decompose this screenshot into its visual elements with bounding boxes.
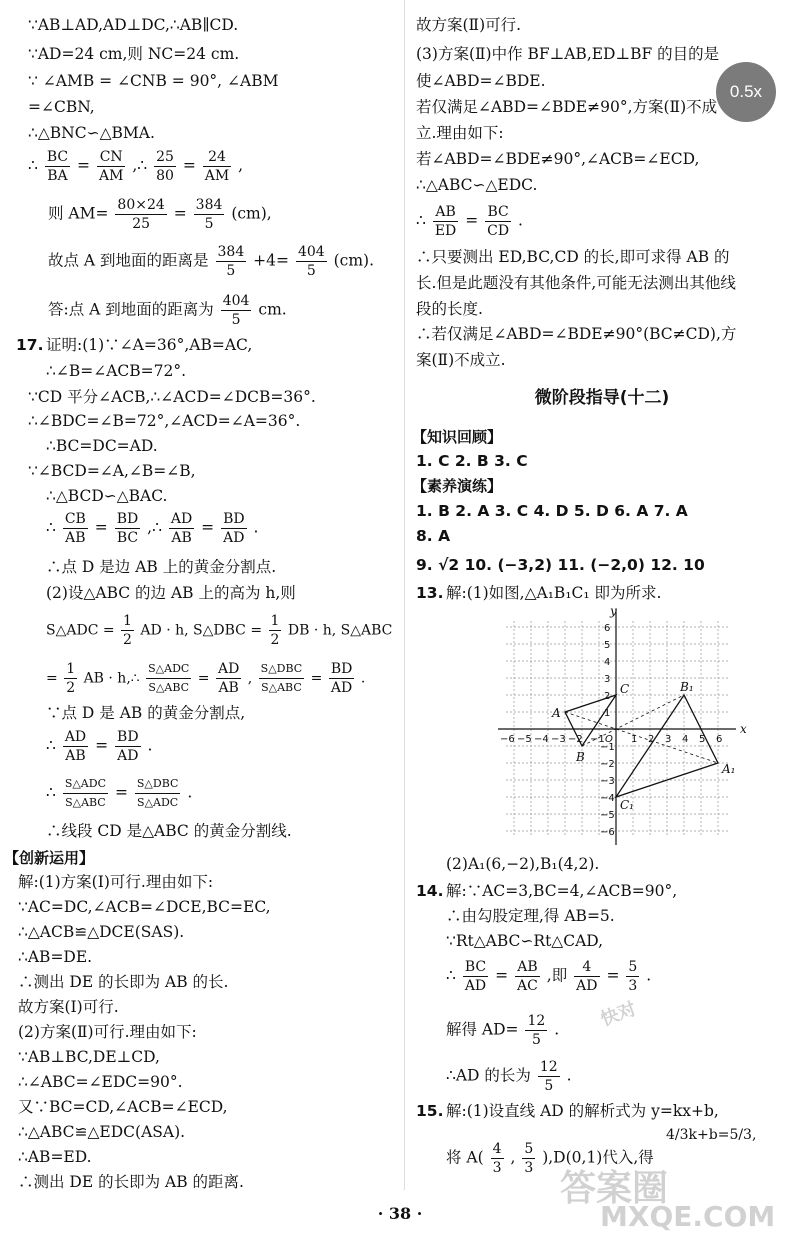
svg-text:6: 6 [604,623,611,634]
formula-line [48,292,287,329]
text: ,即 [546,966,568,985]
fraction: $\frac{404}{5}$ [297,244,325,279]
svg-text:x: x [740,722,747,736]
text-line: 故方案(Ⅰ)可行. [18,998,119,1016]
text-line: 长.但是此题没有其他条件,可能无法测出其他线 [416,274,736,292]
svg-text:B₁: B₁ [680,680,694,694]
text-line: ∴点 D 是边 AB 上的黄金分割点. [46,558,277,576]
fraction: $\frac{AD}{AB}$ [64,729,87,764]
svg-text:2: 2 [604,691,611,702]
text-line: ∴AB=ED. [18,1148,92,1166]
text: +4= [253,251,290,270]
fraction: $\frac{BD}{AD}$ [223,511,245,546]
svg-text:O: O [605,734,613,745]
svg-text:3: 3 [604,674,611,685]
formula-line [28,148,243,185]
zoom-badge[interactable]: 0.5x [716,62,776,122]
watermark: MXQE.COM [600,1200,776,1233]
text: = [606,966,620,985]
svg-text:y: y [610,605,617,618]
fraction: $\frac{5}{3}$ [524,1141,534,1176]
text-line: 解:∵AC=3,BC=4,∠ACB=90°, [446,882,678,900]
formula-line [446,1058,572,1095]
svg-text:−5: −5 [517,734,532,745]
fraction: $\frac{BD}{BC}$ [116,511,139,546]
formula-line [46,510,258,547]
text-line: 故方案(Ⅱ)可行. [416,16,522,34]
text: = [46,670,58,687]
text: DB · h, S△ABC [287,622,393,639]
svg-text:−6: −6 [500,734,515,745]
section-heading-innovation: 【创新运用】 [4,849,95,867]
svg-text:−2: −2 [568,734,583,745]
fraction: $\frac{\text{S△ADC}}{\text{S△ABC}}$ [148,662,190,694]
text: , [238,156,244,175]
formula-line [46,728,152,765]
fraction: $\frac{4}{AD}$ [576,959,598,994]
text-line: ∴只要测出 ED,BC,CD 的长,即可求得 AB 的 [416,248,730,266]
svg-text:A: A [552,706,561,720]
question-number-13: 13. [416,584,444,602]
fraction: $\frac{BC}{BA}$ [46,149,69,184]
text-line: ∴若仅满足∠ABD=∠BDE≠90°(BC≠CD),方 [416,325,737,343]
fraction: $\frac{1}{2}$ [270,613,280,648]
text-line: ∴△ACB≌△DCE(SAS). [18,923,185,941]
question-number-17: 17. [16,336,44,354]
answers-line: 1. B 2. A 3. C 4. D 5. D 6. A 7. A [416,502,688,520]
text-line: ∴△ABC≌△EDC(ASA). [18,1123,186,1141]
text: = [95,736,109,755]
text-line: 若仅满足∠ABD=∠BDE≠90°,方案(Ⅱ)不成 [416,98,718,116]
text: . [566,1066,572,1085]
fraction: $\frac{4}{3}$ [492,1141,502,1176]
answers-line: 8. A [416,527,451,545]
text-line: ∴∠BDC=∠B=72°,∠ACD=∠A=36°. [28,412,301,430]
text-line: 解:(1)设直线 AD 的解析式为 y=kx+b, [446,1102,719,1120]
fraction: $\frac{BD}{AD}$ [330,661,353,696]
svg-text:6: 6 [716,734,723,745]
text: = [465,211,479,230]
watermark: 快对 [598,998,640,1031]
fraction: $\frac{AB}{AC}$ [517,959,538,994]
text: 答:点 A 到地面的距离为 [48,300,214,319]
text: . [518,211,523,230]
text-line: ∴△BCD∽△BAC. [46,487,168,505]
text: = [197,670,210,687]
fraction: $\frac{25}{80}$ [156,149,174,184]
text: . [554,1020,560,1039]
formula-line [46,775,192,812]
text: ),D(0,1)代入,得 [542,1148,654,1167]
coordinate-graph [496,605,766,845]
text: ,∴ [132,156,148,175]
text-line: ∵AC=DC,∠ACB=∠DCE,BC=EC, [18,898,271,916]
text: ∴ [46,736,56,755]
text-line: 若∠ABD=∠BDE≠90°,∠ACB=∠ECD, [416,150,700,168]
text: 则 AM= [48,204,109,223]
text: ,∴ [147,518,162,537]
fraction: $\frac{CB}{AB}$ [64,511,86,546]
text: 将 A( [446,1148,484,1167]
text: = [173,204,187,223]
text-line: ∴△BNC∽△BMA. [28,124,155,142]
fraction: $\frac{384}{5}$ [195,197,223,232]
axis-tick-labels [500,623,722,838]
formula-line [46,660,365,697]
formula-line [416,203,523,240]
answers-line: 1. C 2. B 3. C [416,452,528,470]
text-line: 段的长度. [416,300,483,318]
text-line: 立.理由如下: [416,124,504,142]
text-line: 又∵BC=CD,∠ACB=∠ECD, [18,1098,228,1116]
text-line: ∵点 D 是 AB 的黄金分割点, [46,704,246,722]
svg-text:−5: −5 [600,810,615,821]
svg-text:−6: −6 [600,827,615,838]
text-line: ∴∠B=∠ACB=72°. [46,362,187,380]
svg-text:2: 2 [648,734,655,745]
text: cm. [258,300,287,319]
fraction: $\frac{\text{S△ADC}}{\text{S△ABC}}$ [64,777,106,809]
text: = [495,966,509,985]
section-heading-practice: 【素养演练】 [412,477,503,495]
question-number-14: 14. [416,882,444,900]
svg-text:−3: −3 [551,734,566,745]
fraction: $\frac{\text{S△DBC}}{\text{S△ABC}}$ [260,662,303,694]
text: AB · h,∴ [83,670,140,687]
fraction: $\frac{AB}{ED}$ [434,204,457,239]
text: = [310,670,323,687]
fraction: $\frac{12}{5}$ [527,1013,546,1048]
fraction: $\frac{CN}{AM}$ [98,149,124,184]
formula-line [446,958,651,995]
formula-line [48,196,272,233]
fraction: $\frac{BC}{CD}$ [487,204,510,239]
text: = [201,518,215,537]
text: = [182,156,196,175]
column-divider [404,0,405,1190]
text: ∴ [46,518,56,537]
text-line: ∵AB⊥BC,DE⊥CD, [18,1048,160,1066]
svg-text:C: C [620,682,630,696]
fraction: $\frac{5}{3}$ [628,959,638,994]
fraction: $\frac{80\times 24}{25}$ [117,197,165,232]
text: ∴AD 的长为 [446,1066,531,1085]
svg-text:1: 1 [604,708,611,719]
text-line: 案(Ⅱ)不成立. [416,351,506,369]
formula-line [48,243,374,280]
text: . [253,518,259,537]
text-line: (2)方案(Ⅱ)可行.理由如下: [18,1023,197,1041]
fraction: $\frac{AD}{AB}$ [217,661,240,696]
svg-text:−2: −2 [600,759,615,770]
formula-line [46,612,392,649]
text-line: 使∠ABD=∠BDE. [416,72,546,90]
text-line: ∴∠ABC=∠EDC=90°. [18,1073,183,1091]
text-line: ∵AD=24 cm,则 NC=24 cm. [28,45,240,63]
text: . [646,966,652,985]
svg-text:−1: −1 [600,742,615,753]
text: (cm). [333,251,375,270]
text-line: (2)A₁(6,−2),B₁(4,2). [446,855,600,873]
text-line: ∴测出 DE 的长即为 AB 的长. [18,973,229,991]
section-title: 微阶段指导(十二) [534,388,670,408]
text: , [510,1148,516,1167]
svg-text:−4: −4 [600,793,615,804]
text: ∴ [446,966,456,985]
fraction: $\frac{BC}{AD}$ [464,959,487,994]
text-line: 证明:(1)∵∠A=36°,AB=AC, [46,336,253,354]
text-line: 解:(1)如图,△A₁B₁C₁ 即为所求. [446,584,662,602]
text: = [94,518,108,537]
text-line: ∵CD 平分∠ACB,∴∠ACD=∠DCB=36°. [28,388,316,406]
svg-text:−1: −1 [590,734,605,745]
section-heading-review: 【知识回顾】 [412,428,503,446]
text: ∴ [46,783,56,802]
text-line: ∵Rt△ABC∽Rt△CAD, [446,932,604,950]
question-number-15: 15. [416,1102,444,1120]
answers-line: 9. √2 10. (−3,2) 11. (−2,0) 12. 10 [416,556,705,574]
fraction: $\frac{AD}{AB}$ [170,511,193,546]
fraction: $\frac{BD}{AD}$ [117,729,139,764]
fraction: $\frac{384}{5}$ [217,244,245,279]
fraction: $\frac{1}{2}$ [123,613,132,648]
fraction: $\frac{\text{S△DBC}}{\text{S△ADC}}$ [136,777,179,809]
svg-text:3: 3 [665,734,672,745]
text: 故点 A 到地面的距离是 [48,251,209,270]
text-line: ∴BC=DC=AD. [46,437,158,455]
formula-line [446,1012,559,1049]
svg-text:B: B [576,750,585,764]
text-line: 解:(1)方案(Ⅰ)可行.理由如下: [18,873,214,891]
text-line: ∵∠BCD=∠A,∠B=∠B, [28,462,196,480]
text-line: ∵ ∠AMB = ∠CNB = 90°, ∠ABM [28,72,279,90]
svg-text:−4: −4 [534,734,549,745]
text: S△ADC = [46,622,115,639]
text: = [77,156,91,175]
text: ∴ [416,211,426,230]
text: 解得 AD= [446,1020,519,1039]
fraction: $\frac{24}{AM}$ [204,149,230,184]
text: ∴ [28,156,38,175]
text-line: ∴由勾股定理,得 AB=5. [446,907,615,925]
page-number: · 38 · [377,1204,423,1223]
watermark: 答案圈 [560,1168,669,1209]
fraction: $\frac{404}{5}$ [222,293,250,328]
svg-text:1: 1 [631,734,638,745]
svg-text:C₁: C₁ [620,798,634,812]
text-line: ∴△ABC∽△EDC. [416,176,538,194]
svg-text:4: 4 [604,657,611,668]
text: , [247,670,253,687]
text: . [147,736,153,755]
text-line: ∴测出 DE 的长即为 AB 的距离. [18,1173,244,1191]
text-line: =∠CBN, [28,98,95,116]
text-line: ∴线段 CD 是△ABC 的黄金分割线. [46,822,292,840]
svg-text:A₁: A₁ [722,762,736,776]
svg-text:5: 5 [604,640,611,651]
point-labels [551,605,747,812]
text-line: (3)方案(Ⅱ)中作 BF⊥AB,ED⊥BF 的目的是 [416,45,720,63]
svg-text:−3: −3 [600,776,615,787]
fraction: $\frac{1}{2}$ [66,661,76,696]
text: = [114,783,128,802]
text: . [360,670,366,687]
text-line: ∵AB⊥AD,AD⊥DC,∴AB∥CD. [28,16,239,34]
text-line: ∴AB=DE. [18,948,93,966]
text: AD · h, S△DBC = [140,622,263,639]
svg-text:4: 4 [682,734,689,745]
text: . [187,783,193,802]
text-line: 4/3k+b=5/3, [666,1127,757,1143]
text-line: (2)设△ABC 的边 AB 上的高为 h,则 [46,584,296,602]
svg-text:5: 5 [699,734,706,745]
fraction: $\frac{12}{5}$ [539,1059,558,1094]
text: (cm), [231,204,272,223]
